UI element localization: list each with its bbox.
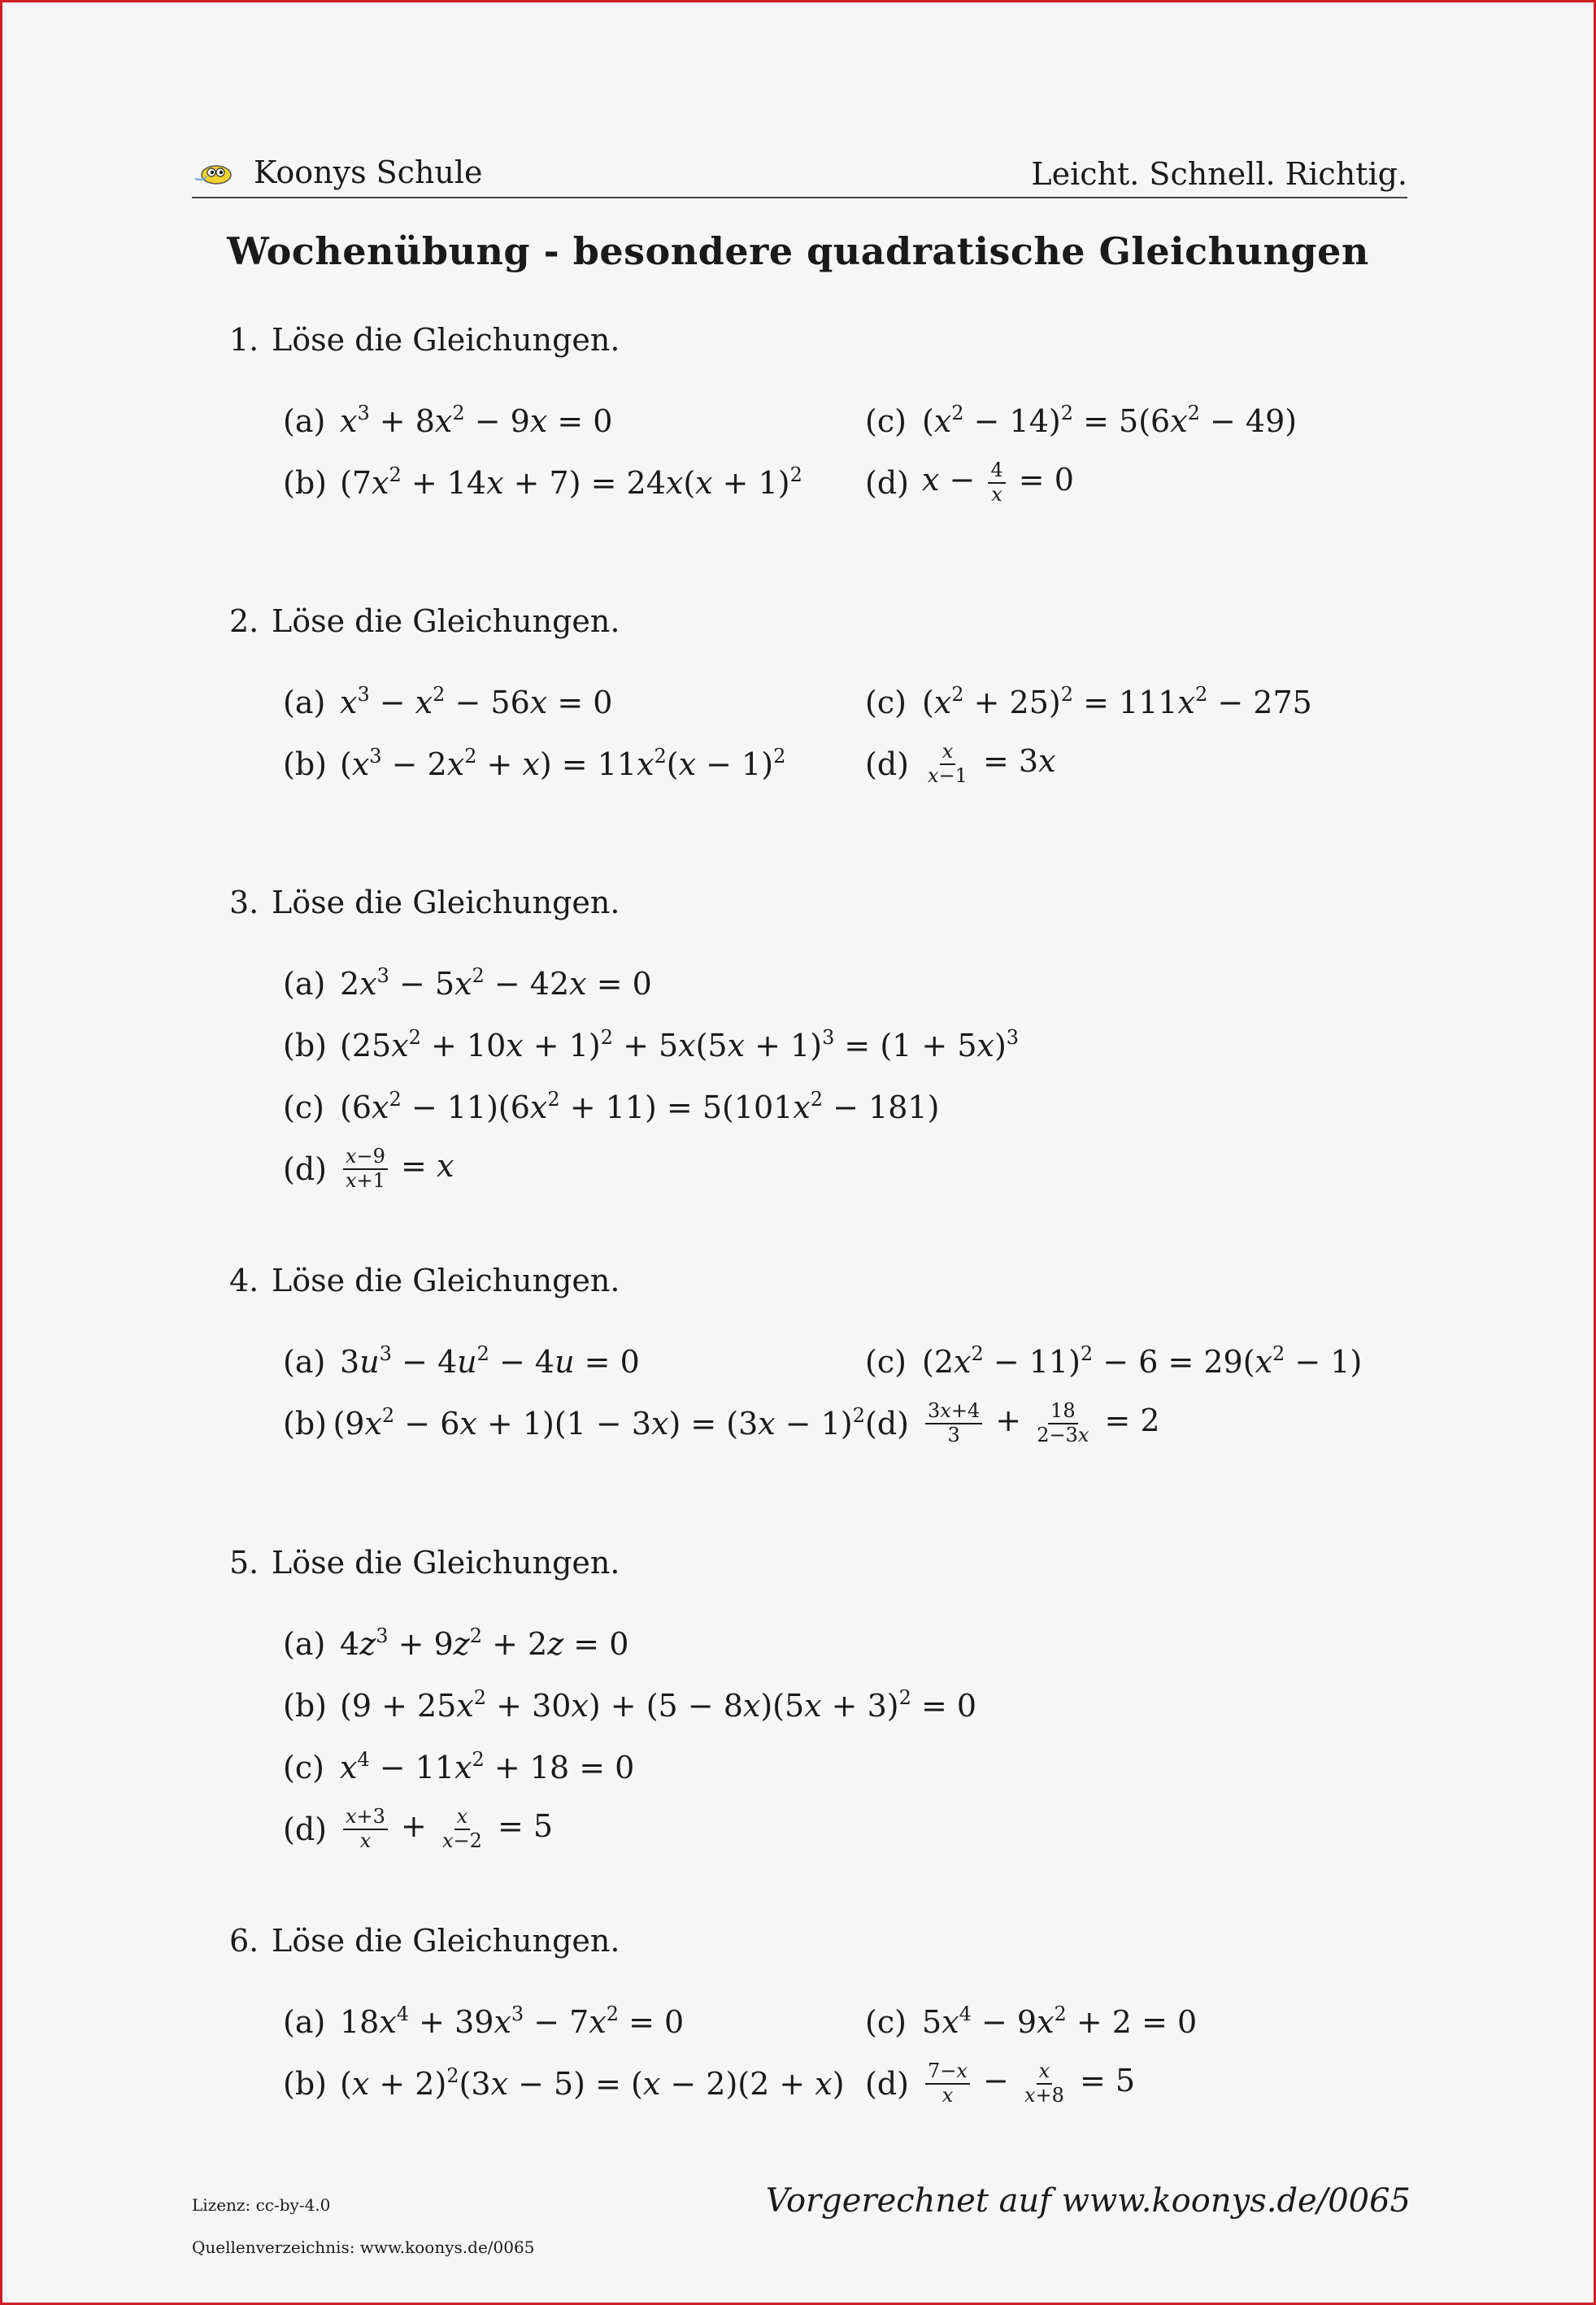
task-number: 4. [229, 1263, 259, 1298]
task-1 [229, 322, 1449, 506]
equation-b: (b) $(x + 2)^2(3x - 5) = (x - 2)(2 + x)$ [283, 2064, 845, 2102]
equation-c: (c) $(x^2 - 14)^2 = 5(6x^2 - 49)$ [865, 402, 1298, 439]
worksheet-title: Wochenübung - besondere quadratische Gleichungen [227, 229, 1369, 273]
task-instruction: Löse die Gleichungen. [272, 1923, 620, 1959]
slogan: Leicht. Schnell. Richtig. [1031, 156, 1407, 192]
task-instruction: Löse die Gleichungen. [272, 885, 620, 920]
equation-b: (b) $(7x^2 + 14x + 7) = 24x(x + 1)^2$ [283, 463, 802, 501]
equation-c: (c) $(x^2 + 25)^2 = 111x^2 - 275$ [865, 683, 1312, 720]
equation-c: (c) $(2x^2 - 11)^2 - 6 = 29(x^2 - 1)$ [865, 1342, 1363, 1380]
task-6 [229, 1923, 1449, 2107]
equation-a: (a) $3u^3 - 4u^2 - 4u = 0$ [283, 1342, 640, 1380]
equation-a: (a) $2x^3 - 5x^2 - 42x = 0$ [283, 964, 652, 1002]
task-number: 2. [229, 603, 259, 639]
equation-a: (a) $18x^4 + 39x^3 - 7x^2 = 0$ [283, 2003, 685, 2040]
task-instruction: Löse die Gleichungen. [272, 1545, 620, 1581]
solutions-link[interactable]: Vorgerechnet auf www.koonys.de/0065 [765, 2182, 1411, 2220]
brand [192, 154, 483, 190]
task-number: 6. [229, 1923, 259, 1959]
task-4 [229, 1263, 1449, 1446]
equation-d: (d) $\frac{x-9}{x+1}$ = x [283, 1145, 454, 1192]
task-instruction: Löse die Gleichungen. [272, 603, 620, 639]
task-5 [229, 1545, 1449, 1852]
equation-d: (d) $\frac{7-x}{x}$ − $\frac{x}{x+8}$ = 5 [865, 2059, 1136, 2107]
license-text: Lizenz: cc-by-4.0 [192, 2195, 331, 2215]
task-2 [229, 603, 1449, 787]
brand-name: Koonys Schule [254, 154, 483, 190]
equation-b: (b) $(9x^2 - 6x + 1)(1 - 3x) = (3x - 1)^2$ [283, 1404, 865, 1442]
equation-c: (c) $(6x^2 - 11)(6x^2 + 11) = 5(101x^2 - 181)$ [283, 1088, 940, 1125]
koonys-logo-icon [192, 157, 234, 188]
equation-d: (d) $\frac{x}{x-1}$ = 3x [865, 740, 1056, 787]
equation-c: (c) $x^4 - 11x^2 + 18 = 0$ [283, 1748, 635, 1785]
equation-c: (c) $5x^4 - 9x^2 + 2 = 0$ [865, 2003, 1198, 2040]
task-3 [229, 885, 1449, 1192]
equation-a: (a) $4z^3 + 9z^2 + 2z = 0$ [283, 1624, 629, 1662]
task-number: 1. [229, 322, 259, 358]
equation-d: (d) x − $\frac{4}{x}$ = 0 [865, 459, 1074, 506]
sources-text: Quellenverzeichnis: www.koonys.de/0065 [192, 2238, 535, 2257]
task-number: 5. [229, 1545, 259, 1581]
equation-d: (d) $\frac{3x+4}{3}$ + $\frac{18}{2-3x}$ = 2 [865, 1399, 1160, 1446]
task-instruction: Löse die Gleichungen. [272, 322, 620, 358]
equation-b: (b) $(25x^2 + 10x + 1)^2 + 5x(5x + 1)^3 = (1 + 5x)^3$ [283, 1026, 1020, 1063]
equation-b: (b) $(9 + 25x^2 + 30x) + (5 - 8x)(5x + 3)^2 = 0$ [283, 1686, 977, 1724]
equation-b: (b) $(x^3 - 2x^2 + x) = 11x^2(x - 1)^2$ [283, 745, 786, 782]
task-number: 3. [229, 885, 259, 920]
page-header [192, 151, 1407, 198]
equation-a: (a) $x^3 - x^2 - 56x = 0$ [283, 683, 613, 720]
equation-a: (a) $x^3 + 8x^2 - 9x = 0$ [283, 402, 613, 439]
task-instruction: Löse die Gleichungen. [272, 1263, 620, 1298]
equation-d: (d) $\frac{x+3}{x}$ + $\frac{x}{x-2}$ = 5 [283, 1805, 554, 1852]
